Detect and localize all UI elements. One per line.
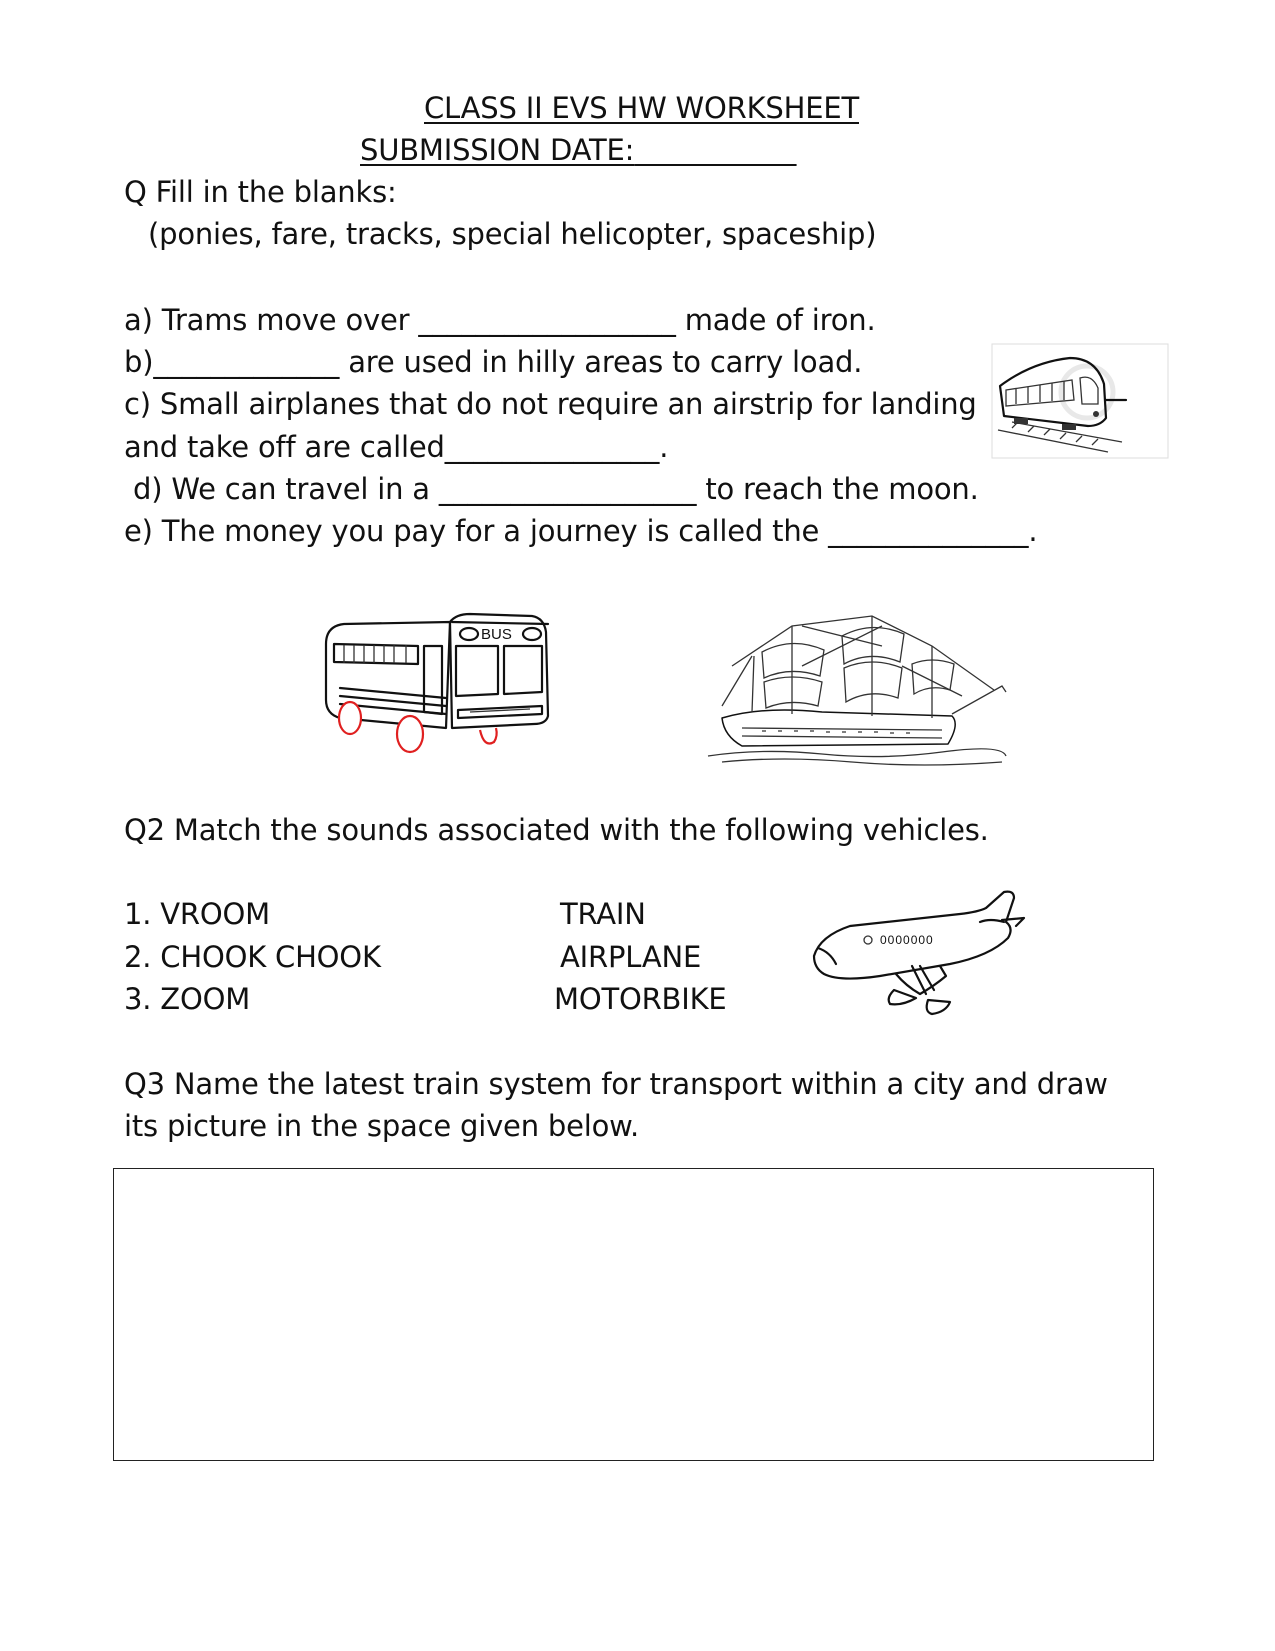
submission-date-blank [634,133,796,167]
submission-date-label: SUBMISSION DATE: [360,132,797,168]
airplane-windows: 0000000 [880,933,934,947]
q1-item-c-line2: and take off are called_______________. [124,430,669,464]
bus-icon [320,614,560,764]
q2-vehicle-2: AIRPLANE [560,940,702,974]
worksheet-title: CLASS II EVS HW WORKSHEET [424,91,859,125]
q3-line1: Q3 Name the latest train system for transport within a city and draw [124,1067,1108,1101]
q2-sound-3: 3. ZOOM [124,982,251,1016]
q2-vehicle-3: MOTORBIKE [554,982,727,1016]
q2-sound-2: 2. CHOOK CHOOK [124,940,381,974]
q1-heading: Q Fill in the blanks: [124,175,397,209]
q1-word-bank: (ponies, fare, tracks, special helicopter, spaceship) [148,217,877,251]
drawing-box[interactable] [113,1168,1154,1461]
q2-sound-1: 1. VROOM [124,897,270,931]
q3-line2: its picture in the space given below. [124,1109,640,1143]
q1-item-b: b)_____________ are used in hilly areas to carry load. [124,345,863,379]
q1-item-e: e) The money you pay for a journey is called the ______________. [124,514,1038,548]
q1-item-d: d) We can travel in a __________________ to reach the moon. [124,472,979,506]
q2-heading: Q2 Match the sounds associated with the following vehicles. [124,813,989,847]
q2-vehicle-1: TRAIN [560,897,646,931]
ship-icon [702,606,1012,770]
bus-label: BUS [481,626,512,643]
q1-item-c-line1: c) Small airplanes that do not require an airstrip for landing [124,387,977,421]
airplane-icon [810,890,1030,1020]
train-icon [992,344,1168,458]
q1-item-a: a) Trams move over __________________ made of iron. [124,303,876,337]
